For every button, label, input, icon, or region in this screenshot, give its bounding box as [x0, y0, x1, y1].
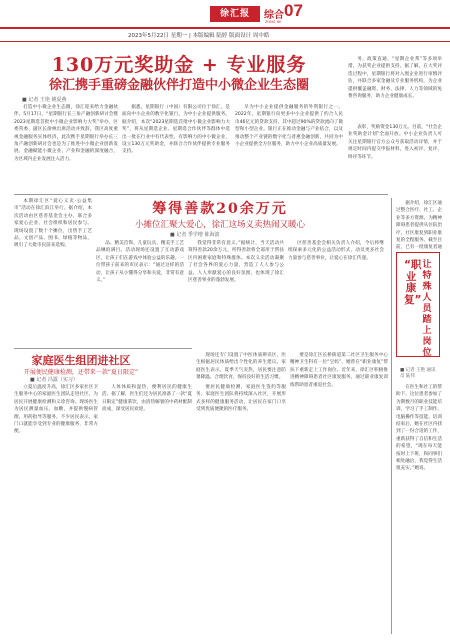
- article4-column-3: 据介绍，徐汇区通过整合医疗、社工、企业等多方资源，为精神障碍患者提供从住院治疗、社区康复到职业康复的全程服务。截至目前，已有一批康复者通: [396, 201, 442, 250]
- article-divider: [14, 348, 192, 349]
- masthead: [0, 0, 450, 46]
- page-number: 07: [284, 1, 303, 20]
- article2-headline: 筹得善款20余万元: [152, 201, 288, 217]
- masthead-rule-bottom: [0, 41, 450, 42]
- newspaper-logo: 徐汇报: [210, 6, 260, 22]
- article-divider: [14, 194, 388, 195]
- article3-column-3: 要居民健康检测、家庭医生签约等服务。家庭医生团队将持续深入社区，开展形式多样的健康服务活动，让居民在家门口享受到优质便捷的医疗服务。: [196, 385, 286, 413]
- article2-column-1: 本期徐汇区“爱心义卖·公益集市”活动在徐汇滨江举行。据介绍，本次活动由区慈善基金会主办，联合多家爱心企业、社会组织和居民参与。现场设置了数十个摊位，出售手工艺品、文创产品、图书、绿植等物品，吸引了大批市民前来选购。: [14, 199, 92, 249]
- article1-column-2: 据悉，星期银行（中国）有限公司位于徐汇，是面向中小企业的数字化银行，为中小企业提供服务。据介绍，本次“2023星期选首批中小微企业影响力大奖”，将从星期选企业、星期选合作伙伴等群体中选出一批在行业中有代表性、有影响力的中小微企业，设立130万元奖助金，并联合合作伙伴提供专业服务支持。: [122, 105, 230, 155]
- column-divider: [391, 198, 392, 634]
- article4-headline-a: “职业康复”: [404, 259, 422, 306]
- article1-column-1: 打造中小微企业生态圈，徐汇迎来给力金融伙伴。5月17日，“星期银行长三角产融创新研讨会暨2023星期选首批中小微企业影响力大奖”举办，区委常委、副区长俞林出席活动并致辞。我区高度重视金融服务实体经济，此次携手星期银行举办长三角产融创新研讨会也是为了推进中小微企业创新发展、金融赋能小微企业、产业和金融的深度融合，为区域内企业发展注入活力。: [14, 105, 118, 162]
- article4-byline: ■ 记者 王艳 通讯员 陆伟: [400, 368, 436, 379]
- article2-subhead: 小摊位汇聚大爱心，徐汇这场义卖热闹又暖心: [134, 220, 305, 230]
- article4-column-2: 在医生和社工的帮助下，这位患者参加了为期数月的职业技能培训，学习了手工制作、电脑操作等技能。培训结束后，她在社区内找到了一份合适的工作，重新获得了自信和生活的希望。“现在每天能按时上下班，和同事们相处融洽，我觉得生活很充实。”她说。: [396, 385, 442, 472]
- article2-column-4: 区慈善基金会相关负责人介绍，今后将继续探索多元化的公益活动形式，动员更多社会力量参与慈善事业，让爱心在徐汇传递。: [288, 241, 384, 261]
- article3-subhead: 开展便民健康检测，还带来一款“夏日限定”: [23, 369, 139, 376]
- article4-headline-b: 让特殊人员踏上岗位: [422, 260, 432, 358]
- section-name: 综合: [264, 10, 284, 21]
- article1-column-3: 早为中小企业提供金融服务的外资银行之一。2022年，星期银行向更多中小企业提供了约合人民币46亿元的贷款支持，其中超过90%的贷款流向了微型和小型企业。银行正在推动金融与产业结合，以及推动整个产业链的数字化与普惠金融创新，共同为中小企业提供全方位服务，助力中小企业高质量发展。: [235, 105, 343, 148]
- article3-byline: ■ 记者 冯露（实习）: [30, 377, 78, 383]
- article2-column-3: 我觉得非常有意义。”据统计，当天活动共筹得善款20余万元，所得善款将全部用于帮扶区内困难家庭和特殊群体。本次义卖活动凝聚了社会各界的爱心力量，营造了人人参与公益、人人奉献爱心的良好氛围，也体现了徐汇区慈善事业的蓬勃发展。: [188, 241, 284, 284]
- article1-byline: ■ 记者 王艳 姚夏燕: [22, 97, 67, 103]
- article1-column-5: 表彰，奖励资金130万元。目前，“社会企业奖助金计划”全面开放。中小企业负责人可关注星期银行官方公众号获取活动详情，并于规定时间内提交申报材料，进入初评、复评、终评等环节。: [348, 125, 442, 160]
- article3-headline: 家庭医生组团进社区: [31, 354, 131, 367]
- article1-headline: 130万元奖助金 + 专业服务: [51, 54, 307, 76]
- article3-column-4: 现场还专门设置了中医体质辨识区，医生根据居民体质给出个性化的养生建议。家庭医生表示，夏季天气炎热，居民要注意防暑降温、合理饮食，保持良好的生活习惯。: [196, 353, 286, 381]
- date-line: 2023年5月22日 星期一 | 本版编辑 陆婷 版面设计 周中皓: [128, 33, 270, 39]
- masthead-rule: [0, 27, 450, 29]
- article2-column-2: 品、精美首饰、儿童玩具、精美手工艺品琳琅满目。活动现场还设置了互动游戏区，让孩子们在游戏中体验公益的乐趣。一位带孩子前来的市民表示：“通过这样的活动，让孩子从小懂得分享和关爱，非常有意义。”: [96, 241, 184, 284]
- article3-column-1: 立夏后温度升高，徐汇区多家社区卫生服务中心的家庭医生团队走进社区，为居民开展健康检测和义诊咨询。现场医生为居民测量血压、血糖，并提供慢病管理、用药指导等服务。不少居民表示，家门口就能享受到专业的健康服务，非常方便。: [14, 385, 98, 435]
- article3-column-2: 人体体质和湿热，便利居民的健康生活。据了解，医生们还为居民准备了一款“夏日限定”健康茶饮，由清热解暑的中药材配制而成，深受居民欢迎。: [102, 385, 192, 413]
- article4-column-1: 要是徐汇区长桥街道第二社区卫生服务中心精神卫生科有一位“宝妈”，她曾在“职业康复”帮扶下重新走上工作岗位。近年来，徐汇区积极推进精神障碍患者社区康复服务，通过职业康复训练帮助患者重返社会。: [290, 353, 388, 388]
- article1-column-4: 务、政策直通、“星期企业邦”等多项举措，为获奖企业提供支持。据了解，在大奖评选过程中，星期银行将对入围企业进行审慎评估，并联合多家金融及专业服务机构，为企业提供覆盖融资、财务、法律、人力等领域的免费咨询服务，助力企业健康成长。: [348, 57, 442, 100]
- article2-byline: ■ 记者 季学增 陈海波: [170, 232, 220, 238]
- article1-subhead: 徐汇携手重磅金融伙伴打造中小微企业生态圈: [48, 78, 309, 93]
- section-name-en: ZONG HE: [265, 20, 282, 24]
